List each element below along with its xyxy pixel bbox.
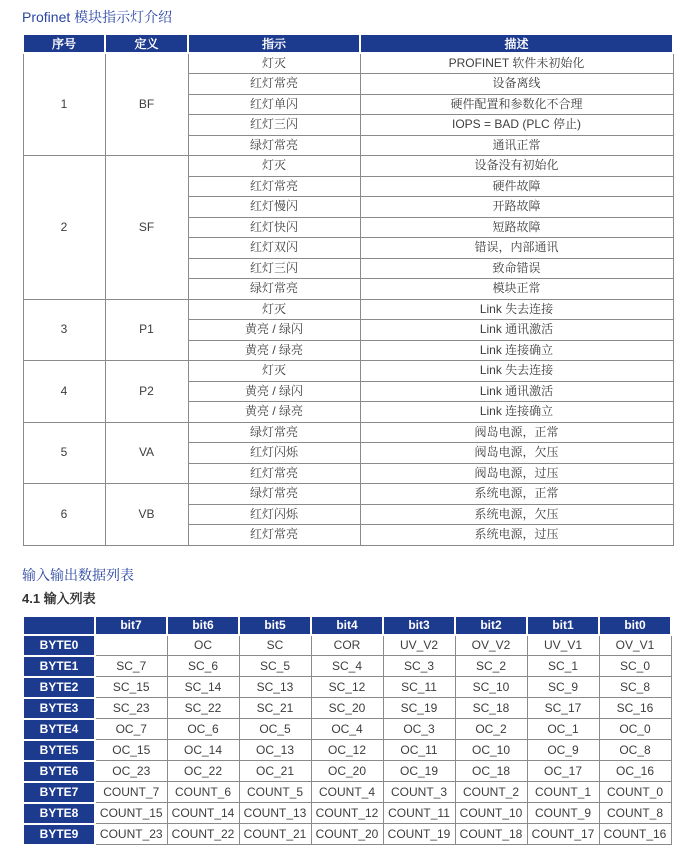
indication-cell: 绿灯常亮 <box>188 484 360 505</box>
bit-cell: SC_1 <box>527 656 599 677</box>
bit-cell: COUNT_5 <box>239 782 311 803</box>
bit-column-header: bit7 <box>95 616 167 635</box>
indicator-row <box>23 484 673 505</box>
indication-cell: 灯灭 <box>188 53 360 74</box>
bit-cell: SC_18 <box>455 698 527 719</box>
indicator-row <box>23 422 673 443</box>
bit-cell: SC_9 <box>527 677 599 698</box>
indication-cell: 红灯三闪 <box>188 258 360 279</box>
description-cell: IOPS = BAD (PLC 停止) <box>360 115 673 136</box>
def-cell: VB <box>105 484 188 546</box>
indication-cell: 红灯闪烁 <box>188 443 360 464</box>
corner-header-cell <box>23 616 95 635</box>
bit-cell: OC_3 <box>383 719 455 740</box>
indicator-column-header: 描述 <box>360 34 673 53</box>
description-cell: 通讯正常 <box>360 135 673 156</box>
bit-cell: SC_13 <box>239 677 311 698</box>
byte-row <box>23 740 671 761</box>
bit-cell: COUNT_10 <box>455 803 527 824</box>
indicator-row <box>23 299 673 320</box>
indication-cell: 红灯快闪 <box>188 217 360 238</box>
bit-cell: OC_11 <box>383 740 455 761</box>
bit-cell: OC_7 <box>95 719 167 740</box>
description-cell: 致命错误 <box>360 258 673 279</box>
indication-cell: 红灯慢闪 <box>188 197 360 218</box>
indicator-row <box>23 53 673 74</box>
seq-cell: 5 <box>23 422 105 484</box>
input-table-body <box>23 635 671 845</box>
bit-cell: COUNT_19 <box>383 824 455 845</box>
byte-label-cell: BYTE7 <box>23 782 95 803</box>
bit-cell: OC_20 <box>311 761 383 782</box>
bit-column-header: bit4 <box>311 616 383 635</box>
bit-cell: OC_17 <box>527 761 599 782</box>
description-cell: 设备没有初始化 <box>360 156 673 177</box>
indication-cell: 红灯双闪 <box>188 238 360 259</box>
bit-cell: COUNT_6 <box>167 782 239 803</box>
bit-cell: UV_V1 <box>527 635 599 656</box>
byte-label-cell: BYTE8 <box>23 803 95 824</box>
indication-cell: 绿灯常亮 <box>188 279 360 300</box>
bit-column-header: bit2 <box>455 616 527 635</box>
bit-cell: COUNT_17 <box>527 824 599 845</box>
bit-cell: SC_16 <box>599 698 671 719</box>
bit-cell: OC_16 <box>599 761 671 782</box>
byte-row <box>23 719 671 740</box>
description-cell: 短路故障 <box>360 217 673 238</box>
description-cell: PROFINET 软件未初始化 <box>360 53 673 74</box>
bit-cell: COUNT_20 <box>311 824 383 845</box>
bit-cell: OC_13 <box>239 740 311 761</box>
bit-cell: SC_19 <box>383 698 455 719</box>
bit-cell: COUNT_16 <box>599 824 671 845</box>
indication-cell: 红灯常亮 <box>188 463 360 484</box>
bit-cell: COUNT_15 <box>95 803 167 824</box>
bit-cell: OC_14 <box>167 740 239 761</box>
indication-cell: 红灯单闪 <box>188 94 360 115</box>
bit-cell: SC_11 <box>383 677 455 698</box>
bit-column-header: bit0 <box>599 616 671 635</box>
indication-cell: 红灯常亮 <box>188 74 360 95</box>
indicator-column-header: 定义 <box>105 34 188 53</box>
byte-label-cell: BYTE1 <box>23 656 95 677</box>
bit-cell: SC_8 <box>599 677 671 698</box>
indication-cell: 红灯三闪 <box>188 115 360 136</box>
def-cell: VA <box>105 422 188 484</box>
bit-cell: OC_5 <box>239 719 311 740</box>
description-cell: 系统电源，正常 <box>360 484 673 505</box>
seq-cell: 4 <box>23 361 105 423</box>
description-cell: 系统电源，欠压 <box>360 504 673 525</box>
byte-label-cell: BYTE2 <box>23 677 95 698</box>
description-cell: 错误，内部通讯 <box>360 238 673 259</box>
bit-cell: COUNT_23 <box>95 824 167 845</box>
description-cell: Link 失去连接 <box>360 299 673 320</box>
bit-cell: OC_18 <box>455 761 527 782</box>
byte-row <box>23 635 671 656</box>
bit-cell: SC_12 <box>311 677 383 698</box>
byte-label-cell: BYTE3 <box>23 698 95 719</box>
def-cell: SF <box>105 156 188 300</box>
input-table <box>22 615 672 846</box>
description-cell: Link 通讯激活 <box>360 381 673 402</box>
bit-cell: SC_15 <box>95 677 167 698</box>
byte-row <box>23 698 671 719</box>
bit-cell: OC_10 <box>455 740 527 761</box>
bit-cell <box>95 635 167 656</box>
indicator-row <box>23 156 673 177</box>
bit-cell: OC_19 <box>383 761 455 782</box>
byte-label-cell: BYTE5 <box>23 740 95 761</box>
indicator-table-head <box>23 34 673 53</box>
bit-cell: SC_3 <box>383 656 455 677</box>
input-header-row <box>23 616 671 635</box>
indication-cell: 红灯常亮 <box>188 525 360 546</box>
description-cell: 硬件故障 <box>360 176 673 197</box>
bit-cell: OC_23 <box>95 761 167 782</box>
section2-subtitle: 4.1 输入列表 <box>22 590 96 606</box>
bit-cell: UV_V2 <box>383 635 455 656</box>
bit-cell: OC_2 <box>455 719 527 740</box>
bit-cell: OC <box>167 635 239 656</box>
byte-label-cell: BYTE9 <box>23 824 95 845</box>
bit-cell: SC <box>239 635 311 656</box>
byte-label-cell: BYTE4 <box>23 719 95 740</box>
bit-cell: COUNT_12 <box>311 803 383 824</box>
indication-cell: 灯灭 <box>188 299 360 320</box>
description-cell: 模块正常 <box>360 279 673 300</box>
bit-cell: COUNT_2 <box>455 782 527 803</box>
description-cell: 阀岛电源，正常 <box>360 422 673 443</box>
bit-cell: OC_6 <box>167 719 239 740</box>
bit-column-header: bit6 <box>167 616 239 635</box>
description-cell: 设备离线 <box>360 74 673 95</box>
byte-row <box>23 656 671 677</box>
bit-cell: OV_V1 <box>599 635 671 656</box>
description-cell: 阀岛电源，过压 <box>360 463 673 484</box>
description-cell: 开路故障 <box>360 197 673 218</box>
description-cell: 硬件配置和参数化不合理 <box>360 94 673 115</box>
description-cell: 系统电源，过压 <box>360 525 673 546</box>
seq-cell: 3 <box>23 299 105 361</box>
indication-cell: 黄亮 / 绿亮 <box>188 340 360 361</box>
byte-label-cell: BYTE6 <box>23 761 95 782</box>
bit-cell: COR <box>311 635 383 656</box>
indication-cell: 灯灭 <box>188 156 360 177</box>
bit-cell: COUNT_9 <box>527 803 599 824</box>
bit-cell: COUNT_22 <box>167 824 239 845</box>
description-cell: Link 连接确立 <box>360 402 673 423</box>
bit-cell: OC_0 <box>599 719 671 740</box>
seq-cell: 1 <box>23 53 105 156</box>
bit-cell: COUNT_11 <box>383 803 455 824</box>
bit-cell: SC_7 <box>95 656 167 677</box>
bit-cell: OC_21 <box>239 761 311 782</box>
seq-cell: 6 <box>23 484 105 546</box>
indicator-column-header: 序号 <box>23 34 105 53</box>
indicator-header-row <box>23 34 673 53</box>
byte-row <box>23 824 671 845</box>
description-cell: Link 连接确立 <box>360 340 673 361</box>
bit-cell: SC_17 <box>527 698 599 719</box>
bit-cell: OC_9 <box>527 740 599 761</box>
indication-cell: 红灯闪烁 <box>188 504 360 525</box>
indication-cell: 黄亮 / 绿闪 <box>188 320 360 341</box>
bit-cell: OC_15 <box>95 740 167 761</box>
bit-cell: COUNT_21 <box>239 824 311 845</box>
bit-cell: COUNT_4 <box>311 782 383 803</box>
indication-cell: 灯灭 <box>188 361 360 382</box>
bit-cell: SC_5 <box>239 656 311 677</box>
def-cell: P2 <box>105 361 188 423</box>
bit-cell: OC_8 <box>599 740 671 761</box>
description-cell: 阀岛电源，欠压 <box>360 443 673 464</box>
description-cell: Link 失去连接 <box>360 361 673 382</box>
bit-cell: COUNT_8 <box>599 803 671 824</box>
bit-cell: COUNT_7 <box>95 782 167 803</box>
bit-cell: COUNT_13 <box>239 803 311 824</box>
indication-cell: 红灯常亮 <box>188 176 360 197</box>
byte-label-cell: BYTE0 <box>23 635 95 656</box>
bit-cell: COUNT_14 <box>167 803 239 824</box>
bit-cell: COUNT_1 <box>527 782 599 803</box>
bit-cell: OC_12 <box>311 740 383 761</box>
bit-cell: SC_4 <box>311 656 383 677</box>
indicator-row <box>23 361 673 382</box>
byte-row <box>23 761 671 782</box>
bit-cell: SC_2 <box>455 656 527 677</box>
bit-cell: COUNT_18 <box>455 824 527 845</box>
bit-cell: SC_23 <box>95 698 167 719</box>
indicator-table-body <box>23 53 673 546</box>
seq-cell: 2 <box>23 156 105 300</box>
bit-cell: OV_V2 <box>455 635 527 656</box>
bit-column-header: bit5 <box>239 616 311 635</box>
section1-title: Profinet 模块指示灯介绍 <box>22 9 173 25</box>
def-cell: BF <box>105 53 188 156</box>
indication-cell: 黄亮 / 绿亮 <box>188 402 360 423</box>
indication-cell: 绿灯常亮 <box>188 135 360 156</box>
def-cell: P1 <box>105 299 188 361</box>
bit-cell: SC_10 <box>455 677 527 698</box>
bit-cell: COUNT_3 <box>383 782 455 803</box>
bit-cell: OC_22 <box>167 761 239 782</box>
bit-cell: SC_0 <box>599 656 671 677</box>
description-cell: Link 通讯激活 <box>360 320 673 341</box>
bit-cell: SC_14 <box>167 677 239 698</box>
bit-column-header: bit3 <box>383 616 455 635</box>
bit-cell: COUNT_0 <box>599 782 671 803</box>
bit-cell: SC_20 <box>311 698 383 719</box>
bit-cell: SC_6 <box>167 656 239 677</box>
indication-cell: 黄亮 / 绿闪 <box>188 381 360 402</box>
byte-row <box>23 803 671 824</box>
bit-column-header: bit1 <box>527 616 599 635</box>
bit-cell: OC_4 <box>311 719 383 740</box>
bit-cell: OC_1 <box>527 719 599 740</box>
indication-cell: 绿灯常亮 <box>188 422 360 443</box>
byte-row <box>23 782 671 803</box>
indicator-column-header: 指示 <box>188 34 360 53</box>
bit-cell: SC_21 <box>239 698 311 719</box>
input-table-head <box>23 616 671 635</box>
byte-row <box>23 677 671 698</box>
section2-title: 输入输出数据列表 <box>22 566 134 583</box>
bit-cell: SC_22 <box>167 698 239 719</box>
indicator-table <box>22 33 674 546</box>
